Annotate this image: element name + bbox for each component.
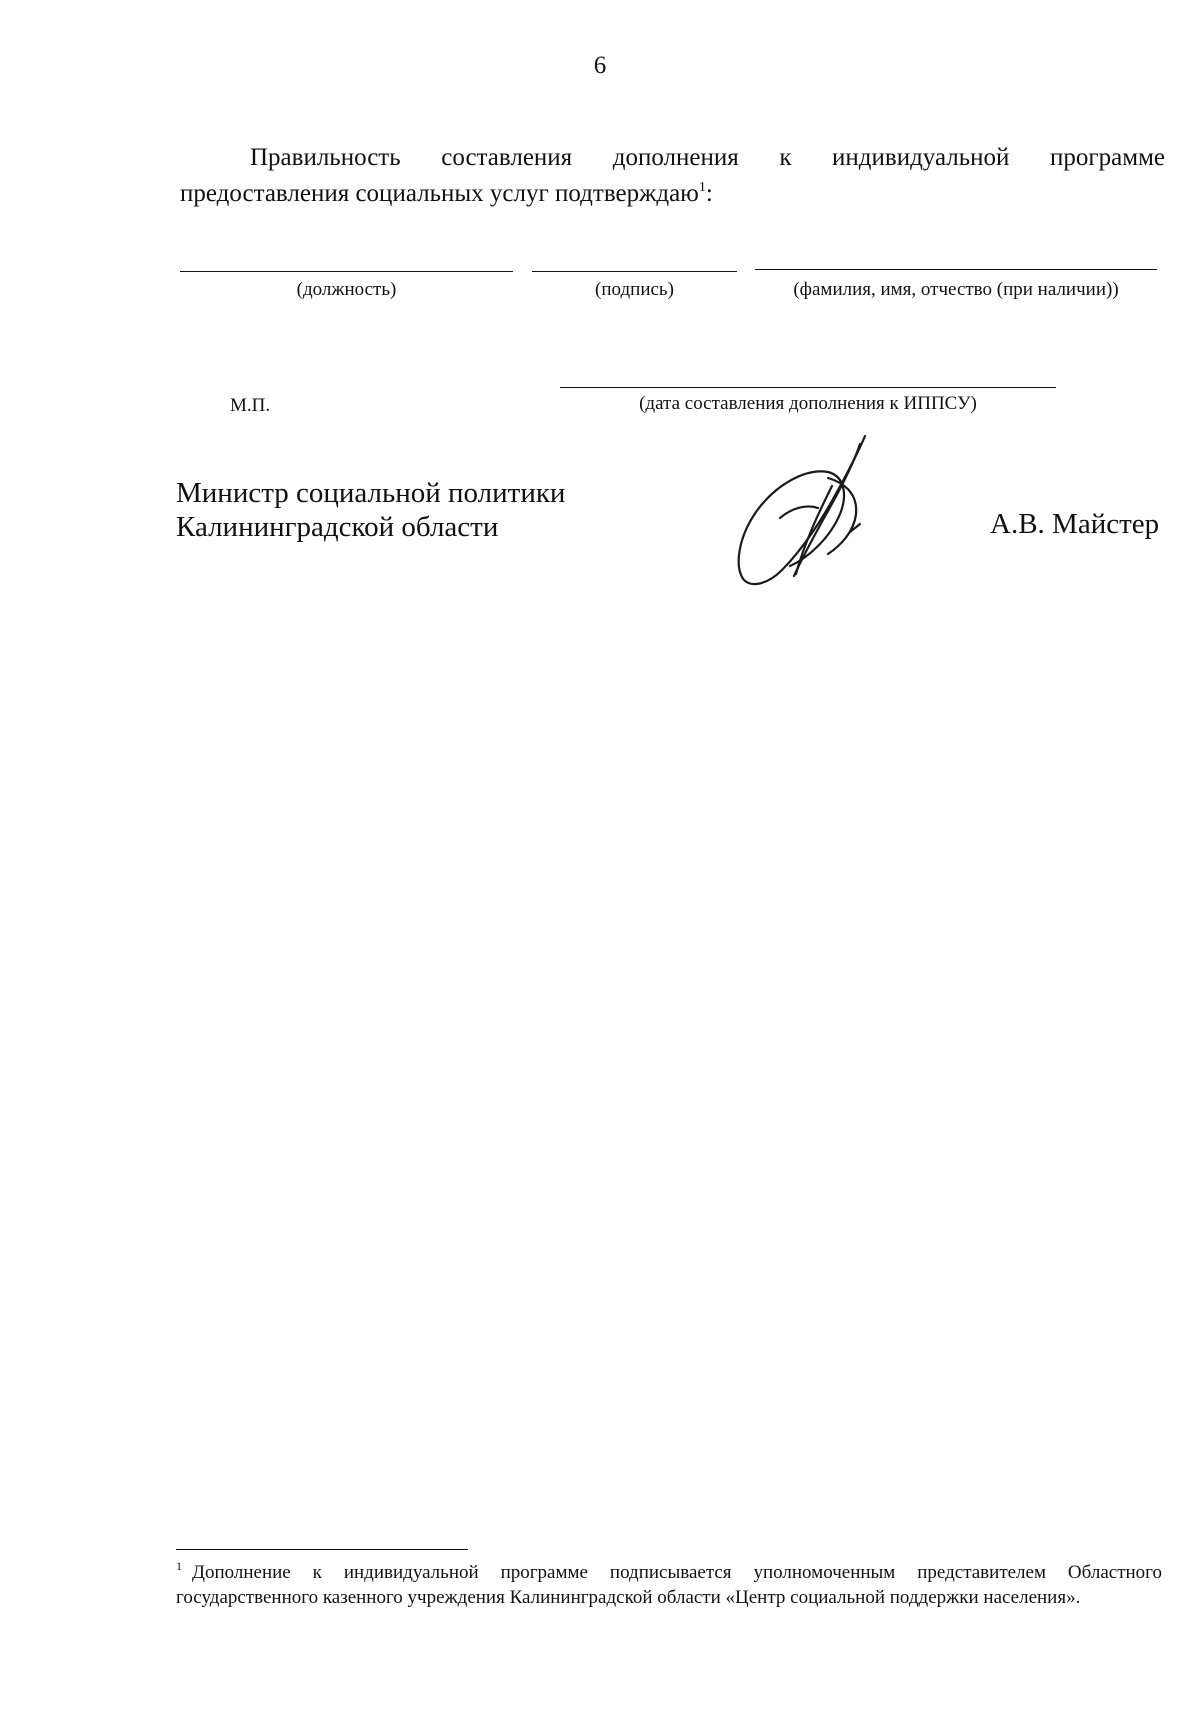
confirmation-text: Правильность составления дополнения к индивидуальной программе предоставления социальных услуг подтверждаю	[180, 144, 1165, 207]
minister-title-line1: Министр социальной политики	[176, 477, 566, 509]
position-caption: (должность)	[296, 279, 397, 300]
handwritten-signature-icon	[710, 428, 900, 588]
name-line	[755, 269, 1157, 270]
minister-title	[176, 476, 565, 544]
minister-name: А.В. Майстер	[990, 508, 1160, 540]
name-caption: (фамилия, имя, отчество (при наличии))	[793, 279, 1119, 300]
page-number: 6	[593, 52, 607, 79]
footnote-separator	[176, 1549, 468, 1550]
footnote-reference: 1	[698, 180, 706, 195]
stamp-label: М.П.	[230, 395, 271, 416]
footnote-text: Дополнение к индивидуальной программе подписывается уполномоченным представителем Областного государственного казенного учреждения Калининградской области «Центр социальной поддержки населения».	[176, 1562, 1162, 1608]
signature-line	[532, 271, 737, 272]
date-line	[560, 387, 1056, 388]
confirmation-suffix: :	[705, 180, 713, 207]
footnote	[176, 1560, 1162, 1610]
footnote-marker: 1	[176, 1559, 182, 1573]
position-line	[180, 271, 513, 272]
minister-title-line2: Калининградской области	[176, 511, 499, 543]
date-caption: (дата составления дополнения к ИППСУ)	[639, 393, 977, 414]
confirmation-paragraph	[180, 140, 1165, 212]
signature-caption: (подпись)	[595, 279, 674, 300]
